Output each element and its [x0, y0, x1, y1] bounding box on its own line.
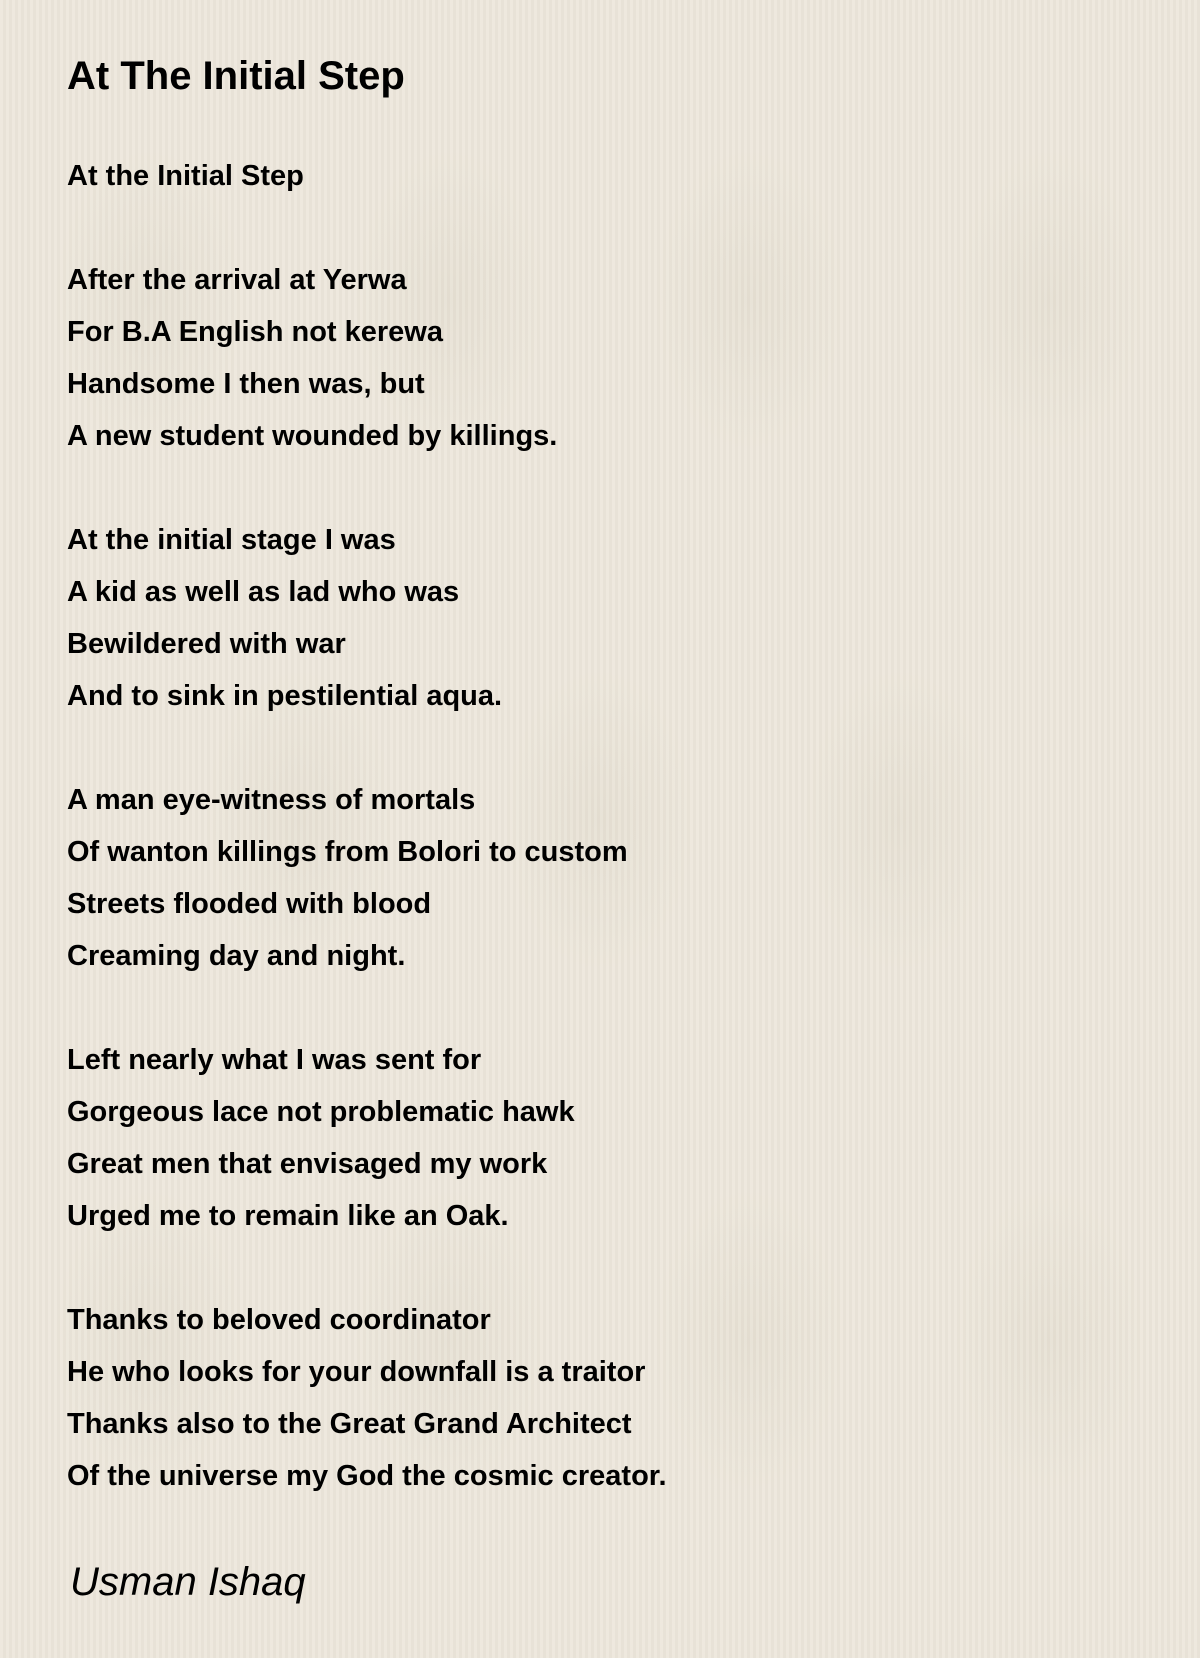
stanza-4: [67, 1034, 667, 1242]
poem-line: Handsome I then was, but: [67, 368, 425, 400]
poem-line: Of wanton killings from Bolori to custom: [67, 836, 628, 868]
stanza-gap: [67, 982, 667, 1034]
poem-line: For B.A English not kerewa: [67, 316, 443, 348]
poem-line: Creaming day and night.: [67, 940, 406, 972]
poem-body: [67, 150, 667, 1502]
stanza-gap: [67, 722, 667, 774]
poem-line: Of the universe my God the cosmic creator.: [67, 1460, 667, 1492]
poem-line: A kid as well as lad who was: [67, 576, 460, 608]
poem-line: A new student wounded by killings.: [67, 420, 558, 452]
stanza-3: [67, 774, 667, 982]
stanza-5: [67, 1294, 667, 1502]
poem-line: After the arrival at Yerwa: [67, 264, 407, 296]
poem-line: He who looks for your downfall is a traitor: [67, 1356, 646, 1388]
poem-title: At The Initial Step: [67, 54, 405, 98]
poem-line: Streets flooded with blood: [67, 888, 432, 920]
poem-author: Usman Ishaq: [70, 1560, 306, 1604]
poem-subtitle: At the Initial Step: [67, 160, 304, 192]
stanza-2: [67, 514, 667, 722]
poem-line: Great men that envisaged my work: [67, 1148, 548, 1180]
poem-line: Gorgeous lace not problematic hawk: [67, 1096, 575, 1128]
poem-line: Urged me to remain like an Oak.: [67, 1200, 509, 1232]
poem-line: Thanks also to the Great Grand Architect: [67, 1408, 632, 1440]
poem-line: Thanks to beloved coordinator: [67, 1304, 491, 1336]
poem-line: A man eye-witness of mortals: [67, 784, 476, 816]
poem-line: Left nearly what I was sent for: [67, 1044, 482, 1076]
poem-line: Bewildered with war: [67, 628, 346, 660]
stanza-1: [67, 254, 667, 462]
stanza-gap: [67, 1242, 667, 1294]
poem-line: At the initial stage I was: [67, 524, 396, 556]
stanza-gap: [67, 462, 667, 514]
poem-line: And to sink in pestilential aqua.: [67, 680, 503, 712]
stanza-gap: [67, 202, 667, 254]
